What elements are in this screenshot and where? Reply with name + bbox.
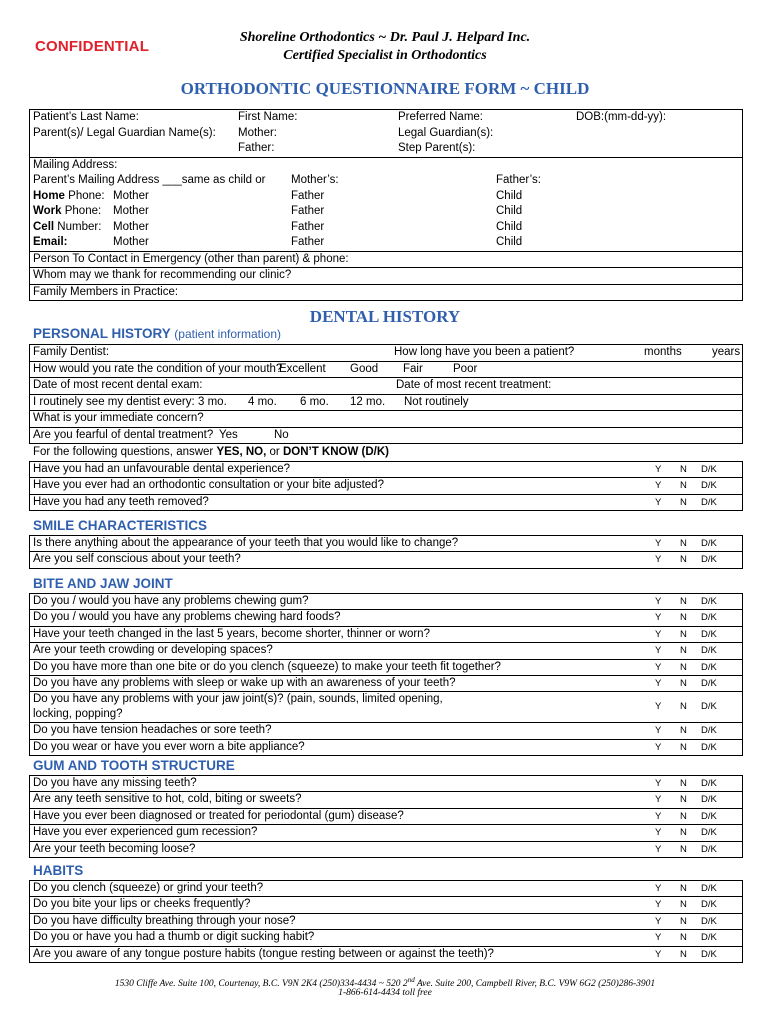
answer-yes-option[interactable]: Y — [655, 645, 662, 657]
question-text: Do you have any missing teeth? — [33, 777, 197, 789]
email-father[interactable]: Father — [291, 236, 325, 248]
good-option[interactable]: Good — [350, 362, 379, 375]
question-text: Are your teeth becoming loose? — [33, 842, 196, 855]
parents-mailing-label[interactable]: Parent’s Mailing Address ___same as child or — [33, 174, 266, 186]
question-text: Do you have tension headaches or sore teeth? — [33, 724, 272, 737]
question-row — [30, 627, 742, 643]
personal-history-box — [29, 344, 743, 444]
answer-yes-option[interactable]: Y — [655, 464, 662, 475]
fearful-label: Are you fearful of dental treatment? — [33, 428, 214, 441]
mailing-address-label[interactable]: Mailing Address: — [33, 158, 118, 171]
option-not-routinely[interactable]: Not routinely — [404, 395, 469, 408]
answer-dontknow-option[interactable]: D/K — [701, 794, 717, 806]
mother-label[interactable]: Mother: — [238, 126, 277, 139]
fair-option[interactable]: Fair — [403, 362, 423, 375]
question-row — [30, 536, 742, 552]
patient-name-row — [30, 110, 742, 126]
question-text: Do you have more than one bite or do you clench (squeeze) to make your teeth fit together? — [33, 660, 501, 673]
question-row — [30, 462, 742, 478]
answer-no-option[interactable]: N — [680, 915, 687, 927]
answer-yes-option[interactable]: Y — [655, 701, 662, 713]
option-3mo[interactable]: 3 mo. — [198, 395, 227, 408]
smile-heading: SMILE CHARACTERISTICS — [33, 518, 208, 533]
question-row — [30, 947, 742, 962]
footer-tollfree: 1-866-614-4434 toll free — [338, 988, 432, 998]
first-name-label[interactable]: First Name: — [238, 111, 298, 123]
answer-yes-option[interactable]: Y — [655, 827, 662, 839]
question-row — [30, 881, 742, 897]
answer-yes-option[interactable]: Y — [655, 843, 662, 855]
question-row — [30, 594, 742, 610]
preferred-name-label[interactable]: Preferred Name: — [398, 111, 484, 123]
family-row — [30, 285, 742, 301]
answer-dontknow-option[interactable]: D/K — [701, 932, 717, 944]
answer-dontknow-option[interactable]: D/K — [701, 628, 717, 640]
answer-yes-option[interactable]: Y — [655, 915, 662, 927]
personal-history-heading: PERSONAL HISTORY (patient information) — [33, 326, 282, 341]
question-text: Do you or have you had a thumb or digit sucking habit? — [33, 931, 315, 944]
answer-no-option[interactable]: N — [680, 701, 687, 713]
answer-no-option[interactable]: N — [680, 778, 687, 789]
question-text: Do you have any problems with your jaw joint(s)? (pain, sounds, limited opening, locking, popping? — [33, 693, 443, 721]
answer-dontknow-option[interactable]: D/K — [701, 899, 717, 911]
family-dentist-row — [30, 345, 742, 362]
answer-dontknow-option[interactable]: D/K — [701, 661, 717, 673]
answer-no-option[interactable]: N — [680, 899, 687, 911]
family-dentist-label[interactable]: Family Dentist: — [33, 346, 110, 358]
question-row — [30, 660, 742, 676]
answer-no-option[interactable]: N — [680, 612, 687, 624]
answer-no-option[interactable]: N — [680, 645, 687, 657]
answer-no-option[interactable]: N — [680, 948, 687, 960]
work-phone-row — [30, 204, 742, 220]
answer-dontknow-option[interactable]: D/K — [701, 741, 717, 753]
how-long-label: How long have you been a patient? — [394, 346, 575, 358]
last-name-label[interactable]: Patient’s Last Name: — [33, 111, 139, 123]
recent-treatment-label[interactable]: Date of most recent treatment: — [396, 379, 552, 391]
question-text: Do you / would you have any problems chewing gum? — [33, 595, 309, 607]
work-phone-mother[interactable]: Mother — [113, 205, 149, 217]
home-phone-father[interactable]: Father — [291, 189, 325, 202]
fathers-address-label[interactable]: Father’s: — [496, 174, 541, 186]
years-option[interactable]: years — [712, 346, 741, 358]
habits-heading: HABITS — [33, 863, 84, 878]
form-title: ORTHODONTIC QUESTIONNAIRE FORM ~ CHILD — [180, 79, 590, 98]
question-text: Do you bite your lips or cheeks frequently? — [33, 898, 251, 911]
answer-no-option[interactable]: N — [680, 810, 687, 822]
answer-dontknow-option[interactable]: D/K — [701, 843, 717, 855]
question-row — [30, 676, 742, 692]
question-text: Have you had an unfavourable dental experience? — [33, 463, 291, 475]
answer-dontknow-option[interactable]: D/K — [701, 827, 717, 839]
fearful-yes-option[interactable]: Yes — [219, 428, 238, 441]
answer-no-option[interactable]: N — [680, 628, 687, 640]
answer-dontknow-option[interactable]: D/K — [701, 496, 717, 508]
mailing-row — [30, 158, 742, 174]
rate-row — [30, 362, 742, 379]
question-text: Is there anything about the appearance of your teeth that you would like to change? — [33, 537, 459, 549]
answer-no-option[interactable]: N — [680, 932, 687, 944]
question-row — [30, 897, 742, 913]
question-text: Have you ever had an orthodontic consultation or your bite adjusted? — [33, 479, 384, 492]
question-row — [30, 495, 742, 510]
home-phone-child[interactable]: Child — [496, 189, 523, 202]
question-row — [30, 809, 742, 825]
bite-questions-box — [29, 593, 743, 756]
cell-number-child[interactable]: Child — [496, 220, 523, 233]
answer-no-option[interactable]: N — [680, 827, 687, 839]
answer-no-option[interactable]: N — [680, 843, 687, 855]
rate-mouth-label: How would you rate the condition of your mouth? — [33, 362, 283, 375]
question-text: Have you ever been diagnosed or treated for periodontal (gum) disease? — [33, 809, 404, 822]
answer-dontknow-option[interactable]: D/K — [701, 725, 717, 737]
poor-option[interactable]: Poor — [453, 362, 478, 375]
answer-yes-option[interactable]: Y — [655, 778, 662, 789]
general-questions-box — [29, 461, 743, 511]
question-text: Are any teeth sensitive to hot, cold, biting or sweets? — [33, 793, 302, 806]
answer-no-option[interactable]: N — [680, 677, 687, 689]
answer-yes-option[interactable]: Y — [655, 899, 662, 911]
question-text: Are your teeth crowding or developing spaces? — [33, 644, 273, 657]
question-text: Are you aware of any tongue posture habits (tongue resting between or against the teeth)? — [33, 947, 494, 960]
family-members-label[interactable]: Family Members in Practice: — [33, 285, 179, 298]
answer-yes-option[interactable]: Y — [655, 628, 662, 640]
fearful-no-option[interactable]: No — [274, 428, 289, 441]
question-text: Have your teeth changed in the last 5 years, become shorter, thinner or worn? — [33, 627, 430, 640]
father-label[interactable]: Father: — [238, 142, 275, 154]
option-12mo[interactable]: 12 mo. — [350, 395, 386, 408]
cell-number-row — [30, 220, 742, 236]
question-row — [30, 842, 742, 857]
answer-yes-option[interactable]: Y — [655, 677, 662, 689]
email-label: Email: — [33, 236, 68, 248]
question-text: Do you / would you have any problems chewing hard foods? — [33, 611, 341, 624]
recent-exam-label[interactable]: Date of most recent dental exam: — [33, 379, 203, 391]
answer-yes-option[interactable]: Y — [655, 596, 662, 607]
question-text: Are you self conscious about your teeth? — [33, 553, 241, 566]
answer-no-option[interactable]: N — [680, 480, 687, 492]
question-row — [30, 825, 742, 841]
parents-mailing-row — [30, 173, 742, 189]
answer-yes-option[interactable]: Y — [655, 661, 662, 673]
home-phone-mother[interactable]: Mother — [113, 189, 149, 202]
answer-yes-option[interactable]: Y — [655, 725, 662, 737]
question-text: Do you have any problems with sleep or wake up with an awareness of your teeth? — [33, 676, 456, 689]
answer-no-option[interactable]: N — [680, 725, 687, 737]
gum-heading: GUM AND TOOTH STRUCTURE — [33, 758, 235, 773]
option-4mo[interactable]: 4 mo. — [248, 395, 277, 408]
answer-no-option[interactable]: N — [680, 596, 687, 607]
home-phone-row — [30, 189, 742, 205]
answer-dontknow-option[interactable]: D/K — [701, 915, 717, 927]
answer-dontknow-option[interactable]: D/K — [701, 948, 717, 960]
answer-no-option[interactable]: N — [680, 794, 687, 806]
patient-info-box — [29, 109, 743, 301]
question-row — [30, 692, 742, 723]
answer-no-option[interactable]: N — [680, 661, 687, 673]
cell-number-father[interactable]: Father — [291, 220, 325, 233]
recommendation-label[interactable]: Whom may we thank for recommending our clinic? — [33, 269, 292, 281]
confidential-stamp: CONFIDENTIAL — [35, 38, 150, 55]
clinic-specialty: Certified Specialist in Orthodontics — [283, 48, 487, 63]
guardian-names-label: Parent(s)/ Legal Guardian Name(s): — [33, 126, 216, 139]
answer-dontknow-option[interactable]: D/K — [701, 701, 717, 713]
answer-yes-option[interactable]: Y — [655, 794, 662, 806]
answer-yes-option[interactable]: Y — [655, 612, 662, 624]
emergency-contact-label[interactable]: Person To Contact in Emergency (other than parent) & phone: — [33, 252, 349, 265]
email-row — [30, 235, 742, 252]
guardian-row — [30, 126, 742, 142]
dob-label[interactable]: DOB:(mm-dd-yy): — [576, 111, 667, 123]
fearful-row — [30, 428, 742, 444]
answer-dontknow-option[interactable]: D/K — [701, 538, 717, 549]
question-row — [30, 610, 742, 626]
recent-dates-row — [30, 378, 742, 395]
answer-dontknow-option[interactable]: D/K — [701, 596, 717, 607]
question-text: Do you have difficulty breathing through your nose? — [33, 914, 296, 927]
concern-label[interactable]: What is your immediate concern? — [33, 412, 204, 424]
answer-yes-option[interactable]: Y — [655, 810, 662, 822]
answer-dontknow-option[interactable]: D/K — [701, 677, 717, 689]
question-row — [30, 552, 742, 567]
answer-yes-option[interactable]: Y — [655, 932, 662, 944]
answer-yes-option[interactable]: Y — [655, 554, 662, 566]
excellent-option[interactable]: Excellent — [279, 362, 326, 375]
answer-dontknow-option[interactable]: D/K — [701, 554, 717, 566]
dental-history-title: DENTAL HISTORY — [309, 307, 461, 326]
answer-dontknow-option[interactable]: D/K — [701, 810, 717, 822]
email-mother[interactable]: Mother — [113, 236, 149, 248]
months-option[interactable]: months — [644, 346, 682, 358]
question-row — [30, 930, 742, 946]
answer-dontknow-option[interactable]: D/K — [701, 778, 717, 789]
question-row — [30, 776, 742, 792]
clinic-name: Shoreline Orthodontics ~ Dr. Paul J. Helpard Inc. — [239, 30, 531, 45]
question-row — [30, 740, 742, 755]
question-text: Do you wear or have you ever worn a bite appliance? — [33, 740, 305, 753]
cell-number-mother[interactable]: Mother — [113, 220, 149, 233]
gum-questions-box — [29, 775, 743, 858]
question-row — [30, 723, 742, 739]
answer-no-option[interactable]: N — [680, 554, 687, 566]
question-text: Have you ever experienced gum recession? — [33, 826, 258, 839]
email-child[interactable]: Child — [496, 236, 523, 248]
smile-questions-box — [29, 535, 743, 569]
answer-yes-option[interactable]: Y — [655, 496, 662, 508]
work-phone-label: Work Phone: — [33, 205, 102, 217]
step-parent-label[interactable]: Step Parent(s): — [398, 142, 476, 154]
recommend-row — [30, 268, 742, 285]
routine-row — [30, 395, 742, 412]
emergency-row — [30, 252, 742, 269]
question-text: Have you had any teeth removed? — [33, 495, 209, 508]
answer-dontknow-option[interactable]: D/K — [701, 612, 717, 624]
question-row — [30, 478, 742, 494]
question-row — [30, 643, 742, 659]
footer-address: 1530 Cliffe Ave. Suite 100, Courtenay, B.C. V9N 2K4 (250)334-4434 ~ 520 2nd Ave. Suite 200, Campbell River, B.C. V9W 6G2 (250)286-3901 — [114, 976, 656, 990]
legal-guardian-label[interactable]: Legal Guardian(s): — [398, 126, 494, 139]
answer-dontknow-option[interactable]: D/K — [701, 480, 717, 492]
answer-no-option[interactable]: N — [680, 538, 687, 549]
work-phone-father[interactable]: Father — [291, 205, 325, 217]
routine-label: I routinely see my dentist every: — [33, 395, 195, 408]
answer-yes-option[interactable]: Y — [655, 538, 662, 549]
concern-row — [30, 411, 742, 428]
answer-yes-option[interactable]: Y — [655, 741, 662, 753]
answer-yes-option[interactable]: Y — [655, 883, 662, 894]
home-phone-label: Home Phone: — [33, 189, 105, 202]
father-row — [30, 141, 742, 158]
answer-dontknow-option[interactable]: D/K — [701, 645, 717, 657]
cell-number-label: Cell Number: — [33, 220, 102, 233]
question-text: Do you clench (squeeze) or grind your teeth? — [33, 882, 264, 894]
answer-no-option[interactable]: N — [680, 741, 687, 753]
answer-yes-option[interactable]: Y — [655, 480, 662, 492]
habits-questions-box — [29, 880, 743, 963]
work-phone-child[interactable]: Child — [496, 205, 523, 217]
answer-dontknow-option[interactable]: D/K — [701, 883, 717, 894]
mothers-address-label[interactable]: Mother’s: — [291, 174, 339, 186]
answer-no-option[interactable]: N — [680, 496, 687, 508]
instructions-text: For the following questions, answer YES, NO, or DON’T KNOW (D/K) — [33, 446, 389, 458]
personal-history-subtitle: (patient information) — [174, 327, 282, 341]
bite-heading: BITE AND JAW JOINT — [33, 576, 173, 591]
answer-no-option[interactable]: N — [680, 883, 687, 894]
answer-yes-option[interactable]: Y — [655, 948, 662, 960]
answer-no-option[interactable]: N — [680, 464, 687, 475]
question-row — [30, 792, 742, 808]
question-row — [30, 914, 742, 930]
answer-dontknow-option[interactable]: D/K — [701, 464, 717, 475]
option-6mo[interactable]: 6 mo. — [300, 395, 329, 408]
